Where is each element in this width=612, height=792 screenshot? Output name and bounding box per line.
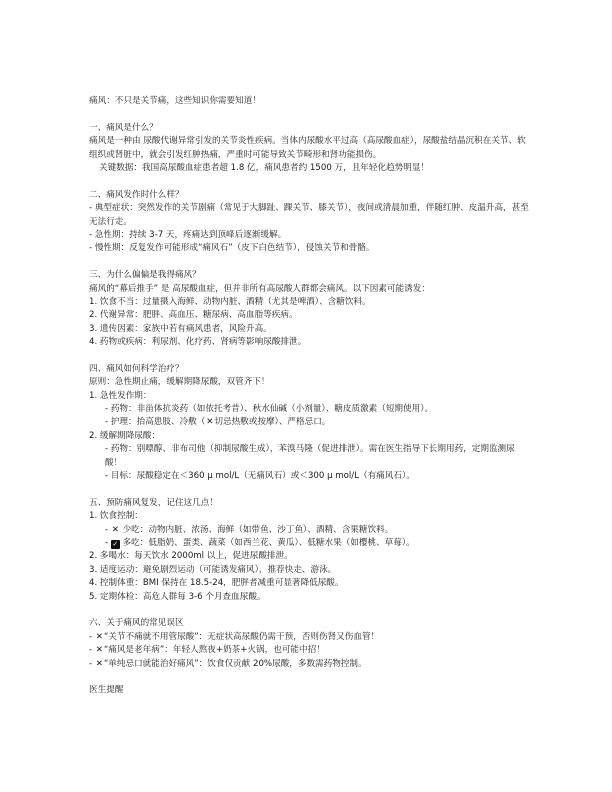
section-5-diet-more: [89, 537, 529, 550]
section-2-heading: 二、痛风发作时什么样？: [89, 189, 184, 200]
section-1-heading: 一、痛风是什么？: [89, 122, 158, 133]
section-3-item: 3. 遗传因素：家族中若有痛风患者，风险升高。: [89, 323, 272, 334]
document-title: 痛风：不只是关节痛，这些知识你需要知道！: [89, 96, 261, 106]
section-3-heading: 三、为什么偏偏是我得痛风？: [89, 270, 201, 281]
section-1-key-data: 关键数据：我国高尿酸血症患者超 1.8 亿，痛风患者约 1500 万，且年轻化趋势明显！: [99, 162, 430, 173]
section-6-myth: [89, 658, 529, 671]
dash-bullet: -: [105, 537, 111, 548]
section-4-acute-drug: - 药物：非甾体抗炎药（如依托考昔）、秋水仙碱（小剂量）、糖皮质激素（短期使用）。: [105, 404, 434, 415]
doctor-reminder-heading: 医生提醒: [89, 685, 124, 696]
section-5-item: 3. 适度运动：避免剧烈运动（可能诱发痛风），推荐快走、游泳。: [89, 564, 337, 575]
section-4-acute-care: [89, 416, 529, 429]
section-2-item: - 慢性期：反复发作可能形成“痛风石”（皮下白色结节），侵蚀关节和骨骼。: [89, 243, 375, 254]
section-4-remission-title: 2. 缓解期降尿酸：: [89, 430, 161, 441]
cross-icon: ✕: [206, 417, 214, 428]
section-5-diet-title: 1. 饮食控制：: [89, 511, 143, 522]
myth-text: “单纯忌口就能治好痛风”：饮食仅贡献 20%尿酸，多数需药物控制。: [103, 658, 367, 669]
section-5-diet-less: [89, 524, 529, 537]
section-1-paragraph: 痛风是一种由 尿酸代谢异常引发的关节炎性疾病。当体内尿酸水平过高（高尿酸血症），尿酸盐结晶沉积在关节、软组织或肾脏中，就会引发红肿热痛，严重时可能导致关节畸形和肾功能损伤。: [89, 136, 526, 160]
section-5-item: 5. 定期体检：高危人群每 3-6 个月查血尿酸。: [89, 591, 266, 602]
section-6-myth: [89, 644, 529, 657]
cross-icon: ✕: [95, 645, 103, 656]
section-2-item: - 典型症状：突然发作的关节剧痛（常见于大脚趾、踝关节、膝关节），夜间或清晨加重，伴随红肿、皮温升高，甚至无法行走。: [89, 203, 529, 227]
section-4-heading: 四、痛风如何科学治疗？: [89, 363, 184, 374]
cross-icon: ✕: [111, 524, 119, 535]
section-3-item: 4. 药物或疾病：利尿剂、化疗药、肾病等影响尿酸排泄。: [89, 337, 307, 348]
dash-bullet: -: [89, 645, 95, 656]
acute-care-text-before: - 护理：抬高患肢、冷敷（: [105, 417, 206, 428]
section-4-remission-drug: - 药物：别嘌醇、非布司他（抑制尿酸生成），苯溴马隆（促进排泄）。需在医生指导下长期用药，定期监测尿酸！: [105, 444, 515, 468]
myth-text: “关节不痛就不用管尿酸”：无症状高尿酸仍需干预，否则伤肾又伤血管！: [103, 631, 380, 642]
myth-text: “痛风是老年病”：年轻人熬夜+奶茶+火锅，也可能中招！: [103, 645, 325, 656]
diet-less-text: 少吃：动物内脏、浓汤、海鲜（如带鱼、沙丁鱼）、酒精、含果糖饮料。: [122, 524, 394, 535]
diet-more-text: 多吃：低脂奶、蛋类、蔬菜（如西兰花、黄瓜）、低糖水果（如樱桃、草莓）。: [122, 537, 415, 548]
cross-icon: ✕: [95, 631, 103, 642]
section-2-item: - 急性期：持续 3-7 天，疼痛达到顶峰后逐渐缓解。: [89, 229, 287, 240]
section-4-principle: 原则：急性期止痛，缓解期降尿酸，双管齐下！: [89, 377, 270, 388]
section-5-item: 4. 控制体重：BMI 保持在 18.5-24，肥胖者减重可显著降低尿酸。: [89, 578, 344, 589]
check-icon: ✓: [112, 539, 119, 548]
section-5-heading: 五、预防痛风复发，记住这几点！: [89, 497, 218, 508]
section-4-acute-title: 1. 急性发作期：: [89, 390, 152, 401]
section-3-item: 2. 代谢异常：肥胖、高血压、糖尿病、高血脂等疾病。: [89, 310, 298, 321]
section-3-intro: 痛风的“幕后推手” 是 高尿酸血症，但并非所有高尿酸人群都会痛风。以下因素可能诱发：: [89, 283, 430, 294]
section-5-item: 2. 多喝水：每天饮水 2000ml 以上，促进尿酸排泄。: [89, 551, 293, 562]
section-4-remission-goal: - 目标：尿酸稳定在＜360 μ mol/L（无痛风石）或＜300 μ mol/L（有痛风石）。: [105, 471, 415, 482]
dash-bullet: -: [89, 631, 95, 642]
dash-bullet: -: [105, 524, 111, 535]
document-body: [89, 95, 529, 698]
dash-bullet: -: [89, 658, 95, 669]
section-6-myth: [89, 631, 529, 644]
cross-icon: ✕: [95, 658, 103, 669]
section-3-item: 1. 饮食不当：过量摄入海鲜、动物内脏、酒精（尤其是啤酒）、含糖饮料。: [89, 296, 371, 307]
acute-care-text-after: 切忌热敷或按摩）、严格忌口。: [214, 417, 331, 428]
section-6-heading: 六、关于痛风的常见误区: [89, 618, 184, 629]
